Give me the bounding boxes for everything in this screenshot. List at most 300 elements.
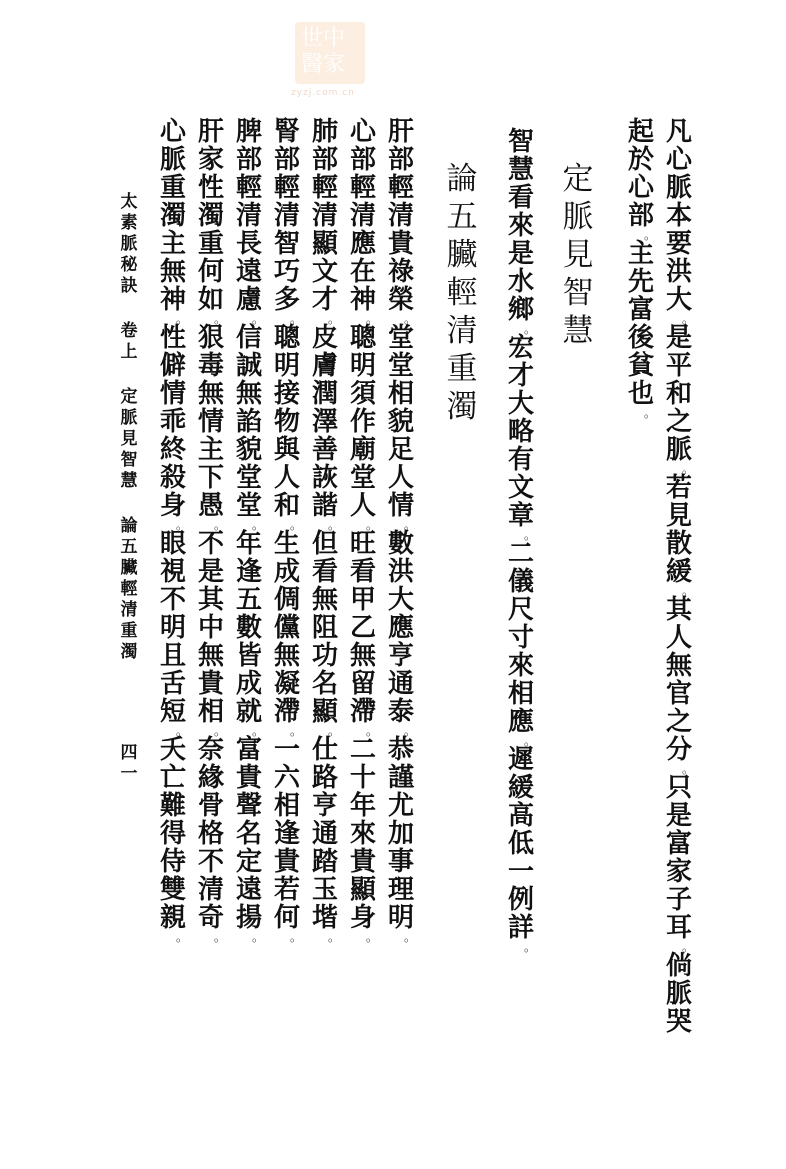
character: 在 [349,257,376,287]
character: 是 [665,801,692,831]
character: 主 [197,435,224,465]
character: 清 [311,201,338,231]
character: 明 [159,613,186,643]
character: 顯 [311,229,338,259]
text-column-2 [626,118,656,418]
punctuation-mark: 。 [681,584,694,598]
character: 玉 [311,875,338,905]
character: 名 [235,819,262,849]
character: 人 [349,491,376,521]
punctuation-mark: 。 [365,930,378,944]
character: 心 [349,117,376,147]
character: 若 [273,875,300,905]
character: 濁 [159,201,186,231]
character: 智 [562,275,594,311]
character: 終 [159,435,186,465]
character: 論 [120,516,138,536]
character: 貴 [273,847,300,877]
punctuation-mark: 。 [681,762,694,776]
character: 聰 [349,323,376,353]
character: 無 [197,379,224,409]
character: 殺 [159,463,186,493]
character: 二 [507,539,534,569]
character: 無 [235,379,262,409]
character: 一 [507,857,534,887]
character: 多 [273,285,300,315]
character: 先 [627,267,654,297]
character: 路 [311,763,338,793]
character: 智 [273,229,300,259]
character: 數 [387,529,414,559]
character: 是 [665,323,692,353]
character: 情 [387,491,414,521]
character: 無 [197,641,224,671]
character: 哭 [665,1007,692,1037]
character: 慧 [120,471,138,491]
character: 信 [235,323,262,353]
punctuation-mark: 。 [681,462,694,476]
character: 上 [120,342,138,362]
character: 富 [627,295,654,325]
character: 智 [120,450,138,470]
character: 心 [159,117,186,147]
character: 堦 [311,903,338,933]
character: 五 [446,199,478,235]
character: 散 [665,529,692,559]
character: 應 [349,229,376,259]
character: 一 [120,764,138,784]
character: 乖 [159,407,186,437]
punctuation-mark: 。 [523,528,536,542]
character: 十 [349,763,376,793]
footer-section-1 [118,387,140,492]
character: 定 [562,161,594,197]
punctuation-mark: 。 [681,940,694,954]
character: 貧 [627,351,654,381]
character: 神 [159,285,186,315]
character: 不 [159,585,186,615]
character: 情 [197,407,224,437]
punctuation-mark: 。 [175,724,188,738]
character: 要 [665,229,692,259]
character: 輕 [349,173,376,203]
character: 部 [627,201,654,231]
section-title-1 [560,160,596,350]
text-column-11 [196,118,226,942]
character: 和 [273,491,300,521]
character: 肺 [311,117,338,147]
character: 性 [197,173,224,203]
character: 子 [665,885,692,915]
character: 心 [665,145,692,175]
character: 清 [197,875,224,905]
character: 輕 [387,173,414,203]
character: 遠 [235,875,262,905]
character: 清 [387,201,414,231]
character: 臟 [446,237,478,273]
character: 作 [349,407,376,437]
character: 輕 [120,579,138,599]
punctuation-mark: 。 [289,312,302,326]
character: 看 [349,557,376,587]
character: 二 [349,735,376,765]
character: 巧 [273,257,300,287]
character: 雙 [159,875,186,905]
character: 無 [311,585,338,615]
character: 官 [665,679,692,709]
character: 清 [120,600,138,620]
character: 人 [665,623,692,653]
footer-volume [118,321,140,363]
character: 功 [311,641,338,671]
character: 難 [159,791,186,821]
character: 愚 [197,491,224,521]
text-column-6 [386,118,416,942]
punctuation-mark: 。 [643,228,656,242]
character: 謹 [387,763,414,793]
character: 見 [665,501,692,531]
character: 亨 [387,641,414,671]
character: 下 [197,463,224,493]
character: 素 [120,213,138,233]
character: 侍 [159,847,186,877]
character: 接 [273,379,300,409]
character: 堂 [387,323,414,353]
character: 須 [349,379,376,409]
character: 其 [665,595,692,625]
character: 之 [665,407,692,437]
character: 無 [349,641,376,671]
punctuation-mark: 。 [213,518,226,532]
character: 脈 [665,979,692,1009]
footer-section-2 [118,516,140,663]
punctuation-mark: 。 [175,518,188,532]
character: 大 [507,389,534,419]
text-column-1 [664,118,694,1036]
character: 輕 [311,173,338,203]
character: 六 [273,763,300,793]
character: 富 [665,829,692,859]
punctuation-mark: 。 [327,312,340,326]
character: 無 [665,651,692,681]
character: 儀 [507,567,534,597]
punctuation-mark: 。 [251,930,264,944]
character: 心 [627,173,654,203]
character: 何 [197,257,224,287]
character: 耳 [665,913,692,943]
character: 性 [159,323,186,353]
character: 身 [159,491,186,521]
punctuation-mark: 。 [175,312,188,326]
character: 部 [387,145,414,175]
character: 肝 [197,117,224,147]
character: 輕 [235,173,262,203]
character: 人 [273,463,300,493]
character: 輕 [273,173,300,203]
character: 尤 [387,791,414,821]
character: 濁 [197,201,224,231]
character: 但 [311,529,338,559]
character: 恭 [387,735,414,765]
page-footer [118,192,140,785]
character: 逢 [235,557,262,587]
character: 脾 [235,117,262,147]
character: 親 [159,903,186,933]
character: 廟 [349,435,376,465]
character: 貴 [235,763,262,793]
character: 臟 [120,558,138,578]
character: 其 [197,585,224,615]
punctuation-mark: 。 [681,312,694,326]
character: 定 [235,847,262,877]
character: 奇 [197,903,224,933]
character: 家 [665,857,692,887]
character: 眼 [159,529,186,559]
punctuation-mark: 。 [289,930,302,944]
character: 也 [627,379,654,409]
character: 事 [387,847,414,877]
punctuation-mark: 。 [213,312,226,326]
character: 鄉 [507,295,534,325]
character: 清 [235,201,262,231]
punctuation-mark: 。 [213,930,226,944]
character: 濁 [120,642,138,662]
character: 卷 [120,321,138,341]
character: 定 [120,387,138,407]
character: 腎 [273,117,300,147]
character: 脈 [120,234,138,254]
character: 善 [311,435,338,465]
character: 緩 [665,557,692,587]
character: 逢 [273,819,300,849]
character: 略 [507,417,534,447]
character: 揚 [235,903,262,933]
character: 只 [665,773,692,803]
character: 泰 [387,697,414,727]
text-column-10 [234,118,264,942]
character: 潤 [311,379,338,409]
character: 才 [507,361,534,391]
character: 本 [665,201,692,231]
footer-book-title [118,192,140,297]
character: 顯 [349,875,376,905]
character: 秘 [120,255,138,275]
character: 詼 [311,463,338,493]
character: 來 [507,651,534,681]
character: 凝 [273,669,300,699]
character: 智 [507,127,534,157]
character: 高 [507,801,534,831]
character: 清 [273,201,300,231]
character: 榮 [387,285,414,315]
character: 和 [665,379,692,409]
character: 看 [507,183,534,213]
character: 夭 [159,735,186,765]
character: 相 [273,791,300,821]
character: 短 [159,697,186,727]
character: 祿 [387,257,414,287]
character: 脈 [120,408,138,428]
character: 慮 [235,285,262,315]
character: 相 [387,379,414,409]
character: 來 [349,819,376,849]
character: 明 [387,903,414,933]
footer-page-number [118,743,140,785]
character: 是 [197,557,224,587]
character: 家 [197,145,224,175]
character: 格 [197,819,224,849]
character: 阻 [311,613,338,643]
punctuation-mark: 。 [403,930,416,944]
character: 聲 [235,791,262,821]
character: 生 [273,529,300,559]
character: 年 [349,791,376,821]
character: 濁 [446,389,478,425]
character: 無 [273,641,300,671]
character: 就 [235,697,262,727]
character: 堂 [387,351,414,381]
character: 見 [562,237,594,273]
character: 堂 [349,463,376,493]
character: 踏 [311,847,338,877]
character: 脈 [665,173,692,203]
character: 身 [349,903,376,933]
text-column-7 [348,118,378,942]
punctuation-mark: 。 [251,312,264,326]
punctuation-mark: 。 [643,406,656,420]
text-column-9 [272,118,302,942]
text-column-8 [310,118,340,942]
punctuation-mark: 。 [523,734,536,748]
punctuation-mark: 。 [213,724,226,738]
character: 年 [235,529,262,559]
character: 於 [627,145,654,175]
character: 成 [235,669,262,699]
punctuation-mark: 。 [403,724,416,738]
watermark-chars: 世中醫家 [301,26,346,77]
punctuation-mark: 。 [523,322,536,336]
character: 後 [627,323,654,353]
character: 重 [197,229,224,259]
character: 成 [273,557,300,587]
character: 一 [273,735,300,765]
character: 長 [235,229,262,259]
character: 洪 [665,257,692,287]
character: 毒 [197,351,224,381]
character: 貴 [387,229,414,259]
character: 大 [387,585,414,615]
character: 應 [387,613,414,643]
text-column-4 [506,128,536,952]
section-title-2 [444,160,480,426]
character: 通 [387,669,414,699]
character: 主 [159,229,186,259]
character: 中 [197,613,224,643]
character: 四 [120,743,138,763]
punctuation-mark: 。 [289,724,302,738]
character: 脈 [159,145,186,175]
character: 清 [446,313,478,349]
character: 分 [665,735,692,765]
character: 重 [446,351,478,387]
character: 物 [273,407,300,437]
character: 訣 [120,276,138,296]
character: 仕 [311,735,338,765]
character: 看 [311,557,338,587]
character: 詳 [507,913,534,943]
character: 情 [159,379,186,409]
character: 皆 [235,641,262,671]
character: 慧 [507,155,534,185]
punctuation-mark: 。 [289,518,302,532]
character: 滯 [349,697,376,727]
character: 慧 [562,313,594,349]
character: 有 [507,445,534,475]
character: 儻 [273,613,300,643]
watermark-url: zyzj.com.cn [291,88,355,98]
character: 堂 [235,463,262,493]
character: 之 [665,707,692,737]
character: 是 [507,239,534,269]
character: 見 [120,429,138,449]
character: 澤 [311,407,338,437]
character: 部 [349,145,376,175]
character: 顯 [311,697,338,727]
character: 遠 [235,257,262,287]
character: 宏 [507,333,534,363]
punctuation-mark: 。 [365,518,378,532]
punctuation-mark: 。 [403,518,416,532]
character: 如 [197,285,224,315]
character: 明 [349,351,376,381]
punctuation-mark: 。 [327,724,340,738]
character: 重 [159,173,186,203]
character: 皮 [311,323,338,353]
character: 水 [507,267,534,297]
character: 遲 [507,745,534,775]
character: 神 [349,285,376,315]
punctuation-mark: 。 [365,724,378,738]
character: 倜 [273,585,300,615]
character: 太 [120,192,138,212]
character: 貴 [349,847,376,877]
character: 章 [507,501,534,531]
character: 不 [197,847,224,877]
punctuation-mark: 。 [365,312,378,326]
character: 部 [273,145,300,175]
character: 名 [311,669,338,699]
character: 脈 [562,199,594,235]
character: 與 [273,435,300,465]
character: 諂 [235,407,262,437]
character: 寸 [507,623,534,653]
character: 何 [273,903,300,933]
character: 亡 [159,763,186,793]
character: 理 [387,875,414,905]
character: 五 [235,585,262,615]
character: 凡 [665,117,692,147]
character: 若 [665,473,692,503]
character: 主 [627,239,654,269]
character: 堂 [235,491,262,521]
character: 且 [159,641,186,671]
character: 明 [273,351,300,381]
character: 脈 [665,435,692,465]
punctuation-mark: 。 [327,930,340,944]
character: 亨 [311,791,338,821]
character: 膚 [311,351,338,381]
character: 僻 [159,351,186,381]
